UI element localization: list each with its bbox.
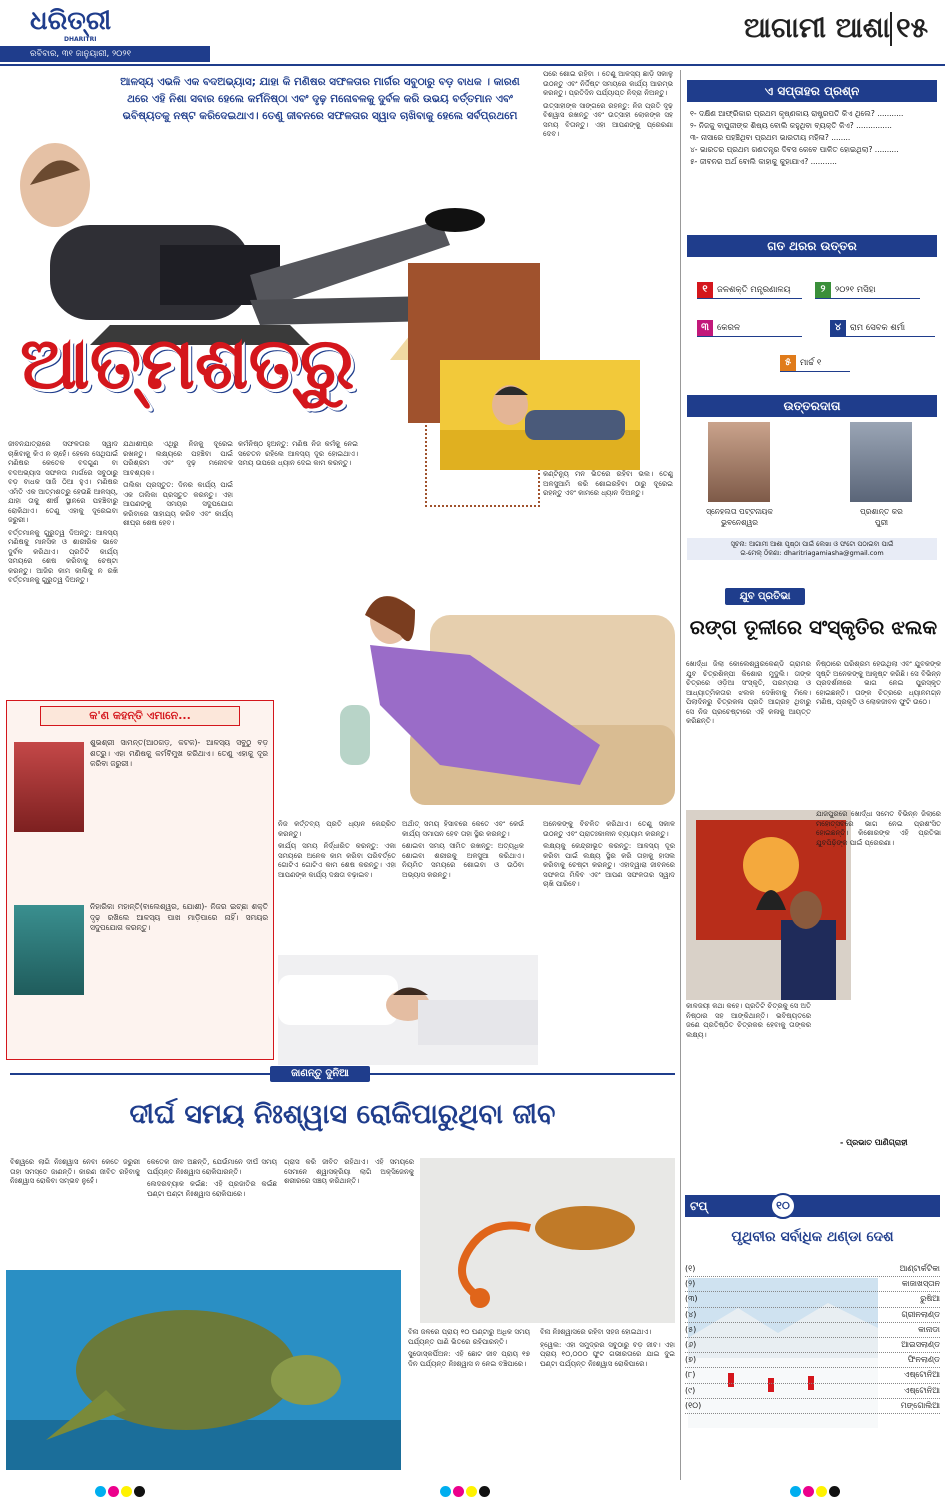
lead-col-4: ପରେ ଶୋଇ ରହିବା । ତେଣୁ ଆଳସ୍ୟ ଛାଡ଼ି ସକାଳୁ ଉଠନ୍ତୁ ଏବଂ ନିର୍ଦ୍ଦିଷ୍ଟ ସମୟରେ କାର୍ଯ୍ୟ ଆରମ୍ଭ କରନ୍ତୁ। ପ୍ରତିଦିନ ପର୍ଯ୍ୟାପ୍ତ ନିଦ୍ରା ନିଅନ୍ତୁ। ଉତ୍ସାହୀଙ୍କ ସାଙ୍ଗରେ ରହନ୍ତୁ: ନିଜ ପ୍ରତି ଦୃଢ଼ ବିଶ୍ୱାସ ରଖନ୍ତୁ ଏବଂ ଉତ୍ସାହୀ ଲୋକଙ୍କ ସହ ସମୟ ବିତାନ୍ତୁ। ଏହା ଆପଣଙ୍କୁ ପ୍ରେରଣା ଦେବ। <box>543 70 673 138</box>
top10-item: (୯) ଏଷ୍ଟୋନିଆ <box>685 1384 940 1399</box>
reg-marks-center <box>440 1482 492 1497</box>
yuba-col-2: ନିଷ୍ଠାରେ ପରିଶ୍ରମ ହେଉଥିଲା ଏବଂ ଯୁବକଙ୍କ ସୃଷ୍ଟି ଅନେକଙ୍କୁ ଆକୃଷ୍ଟ କରିଛି। ସେ ବିଭିନ୍ନ ପ୍ରଦର୍ଶନୀରେ ଭାଗ ନେଇ ପୁରସ୍କୃତ ହୋଇଛନ୍ତି। ତାଙ୍କ ଚିତ୍ରରେ ଧ୍ୟାନମଗ୍ନ ମଣିଷ, ପ୍ରକୃତି ଓ ଲୋକଜୀବନ ଫୁଟି ଉଠେ। <box>816 660 941 706</box>
date-bar: ରବିବାର, ୩୧ ଜାନୁୟାରୀ, ୨୦୨୧ <box>0 46 210 62</box>
yuba-col-1: ଖୋର୍ଦ୍ଧା ଜିଲା କୋଲେଶ୍ୱରକେଣ୍ଡି ଗ୍ରାମର ଯୁବ ଚିତ୍ରଶିଳ୍ପୀ କିଶୋର ମୁଦୁଲି। ତାଙ୍କ ଚିତ୍ରରେ ଓଡ଼ିଆ ସଂସ୍କୃତି, ପରମ୍ପରା ଓ ଆଧ୍ୟାତ୍ମିକତାର ଝଲକ ଦେଖିବାକୁ ମିଳେ। ପିଲାଦିନରୁ ଚିତ୍ରକଳା ପ୍ରତି ଆଗ୍ରହ ଥିବାରୁ ସେ ନିଜ ପ୍ରଚେଷ୍ଟାରେ ଏହି କଳାକୁ ଆୟତ୍ତ କରିଛନ୍ତି। <box>686 660 811 725</box>
answer-2: ୨ ୨୦୨୧ ମସିହା <box>815 282 920 299</box>
top10-item: (୧) ଆଣ୍ଟାର୍କଟିକା <box>685 1262 940 1277</box>
janantu-col-4: ବିନା ଜଳରେ ପ୍ରାୟ ୧୦ ଘଣ୍ଟାରୁ ଅଧିକ ସମୟ ପର୍ଯ୍ୟନ୍ତ ପାଣି ଭିତରେ ରହିପାରନ୍ତି। ସୁଡୋସ୍କର୍ପିଅନ: ଏହି ଛୋଟ ଜୀବ ପ୍ରାୟ ୧୭ ଦିନ ପର୍ଯ୍ୟନ୍ତ ନିଃଶ୍ୱାସ ନ ନେଇ ବଞ୍ଚିପାରେ। <box>408 1328 530 1368</box>
janantu-col-5: ବିନା ନିଃଶ୍ୱାସରେ ରହିବା ସହଜ ହୋଇଥାଏ। ହ୍ୱେଲ: ଏହା ସମୁଦ୍ରର ସବୁଠାରୁ ବଡ଼ ଜୀବ। ଏହା ପ୍ରାୟ ୧୦,୦୦୦ ଫୁଟ ଗଭୀରତାରେ ଯାଇ ଦୁଇ ଘଣ୍ଟା ପର୍ଯ୍ୟନ୍ତ ନିଃଶ୍ୱାସ ରୋକିପାରେ। <box>540 1328 675 1368</box>
person-photo-1 <box>14 742 84 832</box>
winners-header: ଉତ୍ତରଦାତା <box>687 395 937 417</box>
question-1: ୧- ଦକ୍ଷିଣ ଆଫ୍ରିକାର ପ୍ରଥମ କୃଷ୍ଣକାୟ ରାଷ୍ଟ୍ରପତି କିଏ ଥିଲେ? ........... <box>690 109 904 118</box>
person-photo-2 <box>14 905 84 995</box>
janantu-col-2: କେତେକ ଜୀବ ଅଛନ୍ତି, ଯେଉଁମାନେ ଦୀର୍ଘ ସମୟ ପର୍ଯ୍ୟନ୍ତ ନିଃଶ୍ୱାସ ରୋକିପାରନ୍ତି। ଲେଦରବ୍ୟାକ କଇଁଛ: ଏହି ପ୍ରଜାତିର କଇଁଛ ଘଣ୍ଟା ଘଣ୍ଟା ନିଃଶ୍ୱାସ ରୋକିପାରେ। <box>147 1158 277 1198</box>
questions-header: ଏ ସପ୍ତାହର ପ୍ରଶ୍ନ <box>687 80 937 102</box>
yuba-col-4: ଯାଜପୁରରେ ଖୋର୍ଦ୍ଧା ସମେତ ବିଭିନ୍ନ ଜିଲାରେ ମହୋତ୍ସବରେ ଭାଗ ନେଇ ପ୍ରଶଂସିତ ହୋଇଛନ୍ତି। କିଶୋରଙ୍କ ଏହି ପ୍ରତିଭା ଯୁବପିଢ଼ିଙ୍କ ପାଇଁ ପ୍ରେରଣା। <box>816 810 941 847</box>
yawning-man-image <box>440 360 640 470</box>
section-title: ଆଗାମୀ ଆଶା <box>743 11 890 44</box>
top10-bar <box>685 1195 940 1217</box>
masthead-logo: ଧରିତ୍ରୀ <box>30 6 112 36</box>
turtle-image <box>6 1270 401 1470</box>
yuba-col-3: କାଳଜୟୀ କଥା କହେ। ପ୍ରତିଟି ଚିତ୍ରକୁ ସେ ଅତି ନିଷ୍ଠାର ସହ ଆଙ୍କିଥାନ୍ତି। ଭବିଷ୍ୟତରେ ଜଣେ ପ୍ରତିଷ୍ଠିତ ଚିତ୍ରକର ହେବାକୁ ତାଙ୍କର ଲକ୍ଷ୍ୟ। <box>686 1002 811 1039</box>
quote-text-2: ନିହାରିକା ମହାନ୍ତି(ବାଲେଶ୍ୱର, ଯୋଶୀ)- ନିଜର ଇଚ୍ଛା ଶକ୍ତି ଦୃଢ଼ ରଖିଲେ ଆଳସ୍ୟ ପାଖ ମାଡ଼ିପାରେ ନାହିଁ। ସମୟର ସଦୁପଯୋଗ କରନ୍ତୁ। <box>90 902 268 932</box>
reg-marks-right <box>790 1482 842 1497</box>
scorpion-image <box>420 1158 675 1323</box>
janantu-col-1: ବିଶ୍ୱରେ ଲାଗି ନିଃଶ୍ୱାସ ନେବା କେତେ ଜରୁରୀ ତାହା ସମସ୍ତେ ଜାଣନ୍ତି। କାରଣ ଜୀବିତ ରହିବାକୁ ନିଃଶ୍ୱାସ ରୋକିବା ସମ୍ଭବ ନୁହେଁ। <box>10 1158 140 1185</box>
answer-3: ୩ କେରଳ <box>697 320 802 337</box>
sleeping-woman-image <box>278 955 538 1065</box>
reg-marks-left <box>95 1482 147 1497</box>
yuba-tag: ଯୁବ ପ୍ରତିଭା <box>725 588 805 605</box>
lead-col-8: ଅନେକଙ୍କୁ ବିଚଳିତ କରିଥାଏ। ତେଣୁ ସକାଳ ଉଠନ୍ତୁ ଏବଂ ପ୍ରାତଃକାଳୀନ ବ୍ୟାୟାମ କରନ୍ତୁ। ଲକ୍ଷ୍ୟକୁ କେନ୍ଦ୍ରୀଭୂତ କରନ୍ତୁ: ଆଳସ୍ୟ ଦୂର କରିବା ପାଇଁ ଲକ୍ଷ୍ୟ ସ୍ଥିର କରି ତାହାକୁ ହାସଲ କରିବାକୁ ଚେଷ୍ଟା କରନ୍ତୁ। ଏହାଦ୍ୱାରା ଜୀବନରେ ସଫଳତା ମିଳିବ ଏବଂ ଆପଣ ସଫଳତାର ସ୍ୱାଦ ଚାଖି ପାରିବେ। <box>543 820 675 888</box>
winner-name-1: ସ୍ନେହଲତା ପଟ୍ଟନାୟକ <box>706 507 773 516</box>
lead-col-5: କଣ୍ଟିନ୍ୟୁ ମନ ଭିତରେ ରହିବା ଭଲ। ତେଣୁ ଅଳସୁଆମି କରି ଶୋଇରହିବା ଠାରୁ ଦୂରେଇ ରହନ୍ତୁ ଏବଂ କାମରେ ଧ୍ୟାନ ଦିଅନ୍ତୁ। <box>543 470 673 497</box>
janantu-col-3: ଗ୍ରାସ କରି ଜୀବିତ ରହିଥାଏ। ଏହି ସମୟରେ ସେମାନେ ଶ୍ୱାସକ୍ରିୟା ଲାଗି ଅକ୍ସିଜେନକୁ ଶରୀରରେ ସଞ୍ଚୟ କରିଥାନ୍ତି। <box>284 1158 414 1185</box>
answer-1: ୧ ଜଳଶକ୍ତି ମନ୍ତ୍ରଣାଳୟ <box>697 282 802 299</box>
top10-item: (୭) ଫିନଲାଣ୍ଡ <box>685 1353 940 1368</box>
lead-col-7: ଅର୍ଥାତ୍ ସମୟ ହିସାବରେ କେତେ ଏବଂ କେଉଁ କାର୍ଯ୍ୟ ସମାପନ ହେବ ତାହା ସ୍ଥିର କରନ୍ତୁ। ଶୋଇବା ସମୟ ସୀମିତ ରଖନ୍ତୁ: ଅତ୍ୟଧିକ ଶୋଇବା ଶରୀରକୁ ଅଳସୁଆ କରିଥାଏ। ନିୟମିତ ସମୟରେ ଶୋଇବା ଓ ଉଠିବା ଅଭ୍ୟାସ କରନ୍ତୁ। <box>402 820 524 879</box>
winner-place-2: ପୁରୀ <box>875 518 888 527</box>
top10-title: ପୃଥିବୀର ସର୍ବାଧିକ ଥଣ୍ଡା ଦେଶ <box>731 1229 894 1245</box>
winner-name-2: ପ୍ରଶାନ୍ତ କର <box>860 507 903 516</box>
question-2: ୨- ନିଜକୁ ବାପୁଜୀଙ୍କ ଶିଷ୍ୟ ବୋଲି କହୁଥିବା ବ୍ୟକ୍ତି କିଏ? ............... <box>690 121 892 130</box>
top10-item: (୧୦) ମଙ୍ଗୋଲିଆ <box>685 1399 940 1414</box>
question-3: ୩- ନାସାରେ ପହଞ୍ଚିଥିବା ପ୍ରଥମ ଭାରତୀୟ ମହିଳା? ........ <box>690 133 851 142</box>
top10-num: ୧୦ <box>770 1193 796 1219</box>
section-divider <box>890 12 892 46</box>
lead-col-1: ଜୀବନଯାତ୍ରାରେ ସଫଳତାର ସ୍ୱାଦ ଚାଖିବାକୁ କିଏ ନ ଚାହେଁ। ହେଲେ ସେଥିପାଇଁ ମଣିଷର କେତେକ ବଦଗୁଣ ବା ବଦଅଭ୍ୟାସ ସଫଳତା ମାର୍ଗରେ ସବୁଠାରୁ ବଡ଼ ବାଧକ ସାଜି ଠିଆ ହୁଏ। ମଣିଷର ଏମିତି ଏକ ଆତ୍ମଶତ୍ରୁ ହେଉଛି ଆଳସ୍ୟ, ଯାହା ତାକୁ ଶୀର୍ଷ ସ୍ଥାନରେ ପହଞ୍ଚିବାରୁ ରୋକିଥାଏ। ତେଣୁ ଏହାକୁ ଦୂରେଇବା ଜରୁରୀ। ବର୍ତ୍ତମାନକୁ ଗୁରୁତ୍ୱ ଦିଅନ୍ତୁ: ଆଳସ୍ୟ ମଣିଷକୁ ମାନସିକ ଓ ଶାରୀରିକ ଭାବେ ଦୁର୍ବଳ କରିଥାଏ। ପ୍ରତିଟି କାର୍ଯ୍ୟ ସମୟରେ ଶେଷ କରିବାକୁ ଚେଷ୍ଟା କରନ୍ତୁ। ଆଜିର କାମ କାଲିକୁ ନ ରଖି ବର୍ତ୍ତମାନକୁ ଗୁରୁତ୍ୱ ଦିଅନ୍ତୁ। <box>8 440 118 584</box>
yuba-title: ରଙ୍ଗ ତୂଳୀରେ ସଂସ୍କୃତିର ଝଲକ <box>689 615 938 639</box>
winner-photo-2 <box>850 422 912 502</box>
answers-header: ଗତ ଥରର ଉତ୍ତର <box>687 235 937 257</box>
janantu-tag: ଜାଣନ୍ତୁ ଦୁନିଆ <box>270 1066 370 1082</box>
winner-place-1: ଭୁବନେଶ୍ୱର <box>721 518 758 527</box>
top10-list <box>685 1262 940 1414</box>
questions-list <box>690 108 940 168</box>
headline-title: ଆତ୍ମଶତ୍ରୁ <box>20 320 355 405</box>
page-number: ୧୫ <box>896 11 929 44</box>
lead-col-6: ନିଜ କର୍ତ୍ତବ୍ୟ ପ୍ରତି ଧ୍ୟାନ କେନ୍ଦ୍ରିତ କରନ୍ତୁ। କାର୍ଯ୍ୟ ସମୟ ନିର୍ଦ୍ଧାରିତ କରନ୍ତୁ: ଏକା ସମୟରେ ଅନେକ କାମ କରିବା ପରିବର୍ତ୍ତେ ଗୋଟିଏ ଗୋଟିଏ କାମ ଶେଷ କରନ୍ତୁ। ଏହା ଆପଣଙ୍କ କାର୍ଯ୍ୟ ଦକ୍ଷତା ବଢ଼ାଇବ। <box>278 820 396 879</box>
question-4: ୪- ଭାରତର ପ୍ରଥମ ଗଣତନ୍ତ୍ର ଦିବସ କେବେ ପାଳିତ ହୋଇଥିଲା? .......... <box>690 145 899 154</box>
top10-item: (୩) ରୁଷିଆ <box>685 1292 940 1307</box>
answer-4: ୪ ରାମ ସେବକ ଶର୍ମା <box>830 320 935 337</box>
hero-intro: ଆଳସ୍ୟ ଏଭଳି ଏକ ବଦଅଭ୍ୟାସ; ଯାହା କି ମଣିଷର ସଫଳତାର ମାର୍ଗର ସବୁଠାରୁ ବଡ଼ ବାଧକ । କାରଣ ଥରେ ଏହି ନିଶା ସବାର ହେଲେ କର୍ମନିଷ୍ଠା ଏବଂ ଦୃଢ଼ ମନୋବଳକୁ ଦୁର୍ବଳ କରି ଉଭୟ ବର୍ତ୍ତମାନ ଏବଂ ଭବିଷ୍ୟତକୁ ନଷ୍ଟ କରିଦେଇଥାଏ। ତେଣୁ ଜୀବନରେ ସଫଳତାର ସ୍ୱାଦ ଚାଖିବାକୁ ହେଲେ ସର୍ବପ୍ରଥମେ <box>120 76 520 122</box>
column-divider <box>680 70 681 1480</box>
quote-text-1: ଶୁଭଶ୍ରୀ ସାମନ୍ତ(ଆଠଗଡ଼, କଟକ)- ଆଳସ୍ୟ ସବୁଠୁ ବଡ଼ ଶତ୍ରୁ। ଏହା ମଣିଷକୁ କର୍ମବିମୁଖ କରିଥାଏ। ତେଣୁ ଏହାକୁ ଦୂର କରିବା ଜରୁରୀ। <box>90 738 268 768</box>
yuba-byline: - ପ୍ରଭାତ ପାଣିଗ୍ରାହୀ <box>840 1138 908 1147</box>
masthead-logo-sub: DHARITRI <box>64 36 97 43</box>
winner-photo-1 <box>708 422 770 502</box>
lead-col-3: କର୍ମନିଷ୍ଠ ହୁଅନ୍ତୁ: ମଣିଷ ନିଜ କର୍ମକୁ ନେଇ ସଚେତନ ରହିଲେ ଆଳସ୍ୟ ଦୂର ହୋଇଥାଏ। ସମୟ ଉପରେ ଧ୍ୟାନ ଦେଇ କାମ କରନ୍ତୁ। <box>238 440 358 467</box>
top10-item: (୪) ଗ୍ରୀନଲାଣ୍ଡ <box>685 1308 940 1323</box>
quote-box-title: କ'ଣ କହନ୍ତି ଏମାନେ... <box>40 706 240 726</box>
lead-col-2: ଯଥାଶୀଘ୍ର ଏଥିରୁ ନିଜକୁ ଦୂରେଇ ରଖନ୍ତୁ। ଲକ୍ଷ୍ୟରେ ପହଞ୍ଚିବା ପାଇଁ ପରିଶ୍ରମ ଏବଂ ଦୃଢ଼ ମନୋବଳ ଆବଶ୍ୟକ। ତାଲିକା ପ୍ରସ୍ତୁତ: ଦିନର କାର୍ଯ୍ୟ ପାଇଁ ଏକ ତାଲିକା ପ୍ରସ୍ତୁତ କରନ୍ତୁ। ଏହା ଆପଣଙ୍କୁ ସମୟର ସଦୁପଯୋଗ କରିବାରେ ସାହାଯ୍ୟ କରିବ ଏବଂ କାର୍ଯ୍ୟ ଶୀଘ୍ର ଶେଷ ହେବ। <box>123 440 233 527</box>
top10-item: (୮) ଏଷ୍ଟୋନିଆ <box>685 1368 940 1383</box>
header-rule <box>0 64 945 66</box>
janantu-title: ଦୀର୍ଘ ସମୟ ନିଃଶ୍ୱାସ ରୋକିପାରୁଥିବା ଜୀବ <box>129 1099 556 1130</box>
question-5: ୫- ଜୀବନର ଅର୍ଥ ବୋଲି କାହାକୁ କୁହାଯାଏ? ........... <box>690 157 837 166</box>
top10-item: (୬) ଆଇସଲାଣ୍ଡ <box>685 1338 940 1353</box>
top10-tag: ଟପ୍ <box>690 1199 708 1213</box>
winner-note: ସୂଚନା: ଆଗାମୀ ଆଶା ପୃଷ୍ଠା ପାଇଁ ଲେଖା ଓ ଫଟୋ ପଠାଇବା ପାଇଁ ଇ-ମେଲ୍ ଠିକଣା: dharitriagamiasha@gmail.com <box>687 538 937 560</box>
woman-sofa-image <box>320 575 675 815</box>
top10-item: (୫) କାନାଡା <box>685 1323 940 1338</box>
top10-item: (୨) କାଜାଖସ୍ତାନ <box>685 1277 940 1292</box>
answer-5: ୫ ମାର୍ଚ୍ଚ ୧ <box>780 355 850 372</box>
